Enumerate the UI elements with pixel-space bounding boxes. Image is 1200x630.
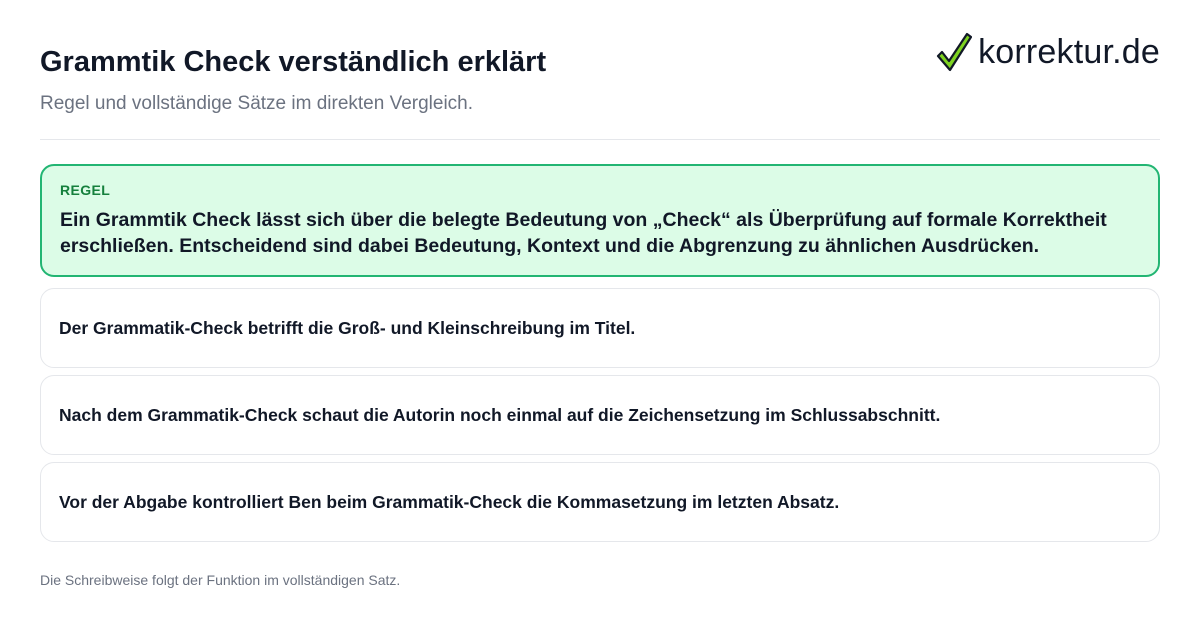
sentence-card xyxy=(40,462,1160,542)
rule-box xyxy=(40,164,1160,277)
rule-label: REGEL xyxy=(60,182,111,198)
sentence-text: Der Grammatik-Check betrifft die Groß- und Kleinschreibung im Titel. xyxy=(59,317,636,338)
sentence-card xyxy=(40,288,1160,368)
sentence-text: Nach dem Grammatik-Check schaut die Autorin noch einmal auf die Zeichensetzung im Schlussabschnitt. xyxy=(59,404,941,425)
brand-logo[interactable] xyxy=(936,30,1160,74)
rule-text: Ein Grammtik Check lässt sich über die belegte Bedeutung von „Check“ als Überprüfung auf formale Korrektheit erschließen. Entscheidend sind dabei Bedeutung, Kontext und die Abgrenzung zu ähnlichen Ausdrücken. xyxy=(60,209,1107,257)
page-subtitle: Regel und vollständige Sätze im direkten Vergleich. xyxy=(40,93,474,114)
checkmark-icon xyxy=(936,32,972,72)
sentence-text: Vor der Abgabe kontrolliert Ben beim Grammatik-Check die Kommasetzung im letzten Absatz. xyxy=(59,491,840,512)
brand-logo-text: korrektur.de xyxy=(978,33,1160,71)
sentence-card xyxy=(40,375,1160,455)
page-header xyxy=(40,0,1160,140)
page-title: Grammtik Check verständlich erklärt xyxy=(40,46,547,78)
footer-note: Die Schreibweise folgt der Funktion im vollständigen Satz. xyxy=(40,572,401,588)
